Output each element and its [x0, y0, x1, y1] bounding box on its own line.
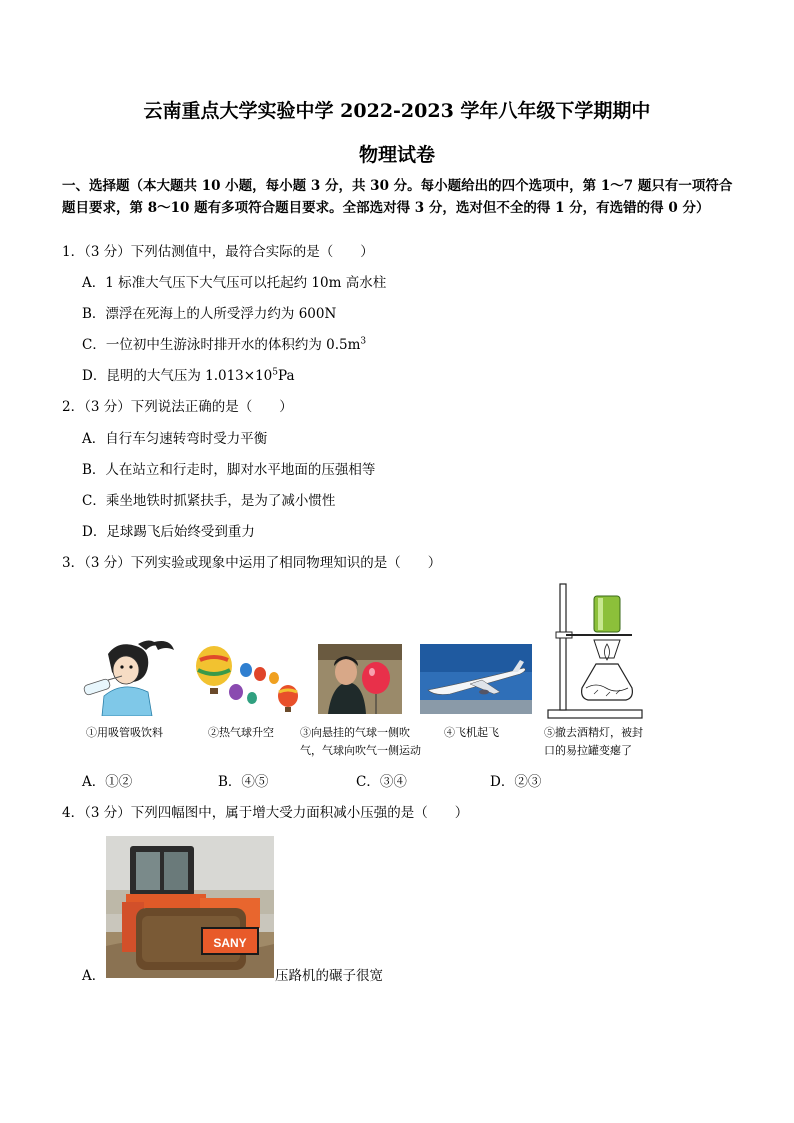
q3-choice-a: A．①② — [82, 774, 133, 790]
q2-option-d: D．足球踢飞后始终受到重力 — [82, 524, 255, 540]
exam-subtitle: 物理试卷 — [358, 144, 435, 166]
q2-stem: 2．（3 分）下列说法正确的是（ ） — [62, 399, 293, 415]
q2-option-b: B．人在站立和行走时，脚对水平地面的压强相等 — [82, 462, 376, 478]
caption-straw: ①用吸管吸饮料 — [86, 726, 163, 739]
q1-option-b: B．漂浮在死海上的人所受浮力约为 600N — [82, 306, 337, 322]
figure-road-roller — [106, 836, 274, 978]
q1-option-a: A．1 标准大气压下大气压可以托起约 10m 高水柱 — [82, 275, 387, 291]
q1-stem: 1．（3 分）下列估测值中，最符合实际的是（ ） — [62, 244, 374, 260]
caption-can-2: 口的易拉罐变瘪了 — [544, 744, 632, 757]
q1-option-d-unit: Pa — [278, 368, 295, 384]
q1-option-d-text: D．昆明的大气压为 1.013×10 — [82, 368, 273, 384]
q2-option-c: C．乘坐地铁时抓紧扶手，是为了减小惯性 — [82, 493, 336, 509]
section-instructions — [62, 175, 742, 219]
roller-brand-text: SANY — [213, 936, 247, 950]
caption-balloons: ②热气球升空 — [208, 726, 274, 739]
q3-choice-d: D．②③ — [490, 774, 542, 790]
section-line-1: 一、选择题（本大题共 10 小题，每小题 3 分，共 30 分。每小题给出的四个选项中，第 1～7 题只有一项符合 — [62, 178, 733, 194]
caption-blowing-2: 气，气球向吹气一侧运动 — [300, 744, 421, 757]
figure-hot-air-balloons — [190, 644, 302, 714]
figure-can-experiment — [546, 582, 646, 720]
q3-stem: 3．（3 分）下列实验或现象中运用了相同物理知识的是（ ） — [62, 555, 442, 571]
q1-option-d-sup: 5 — [272, 367, 278, 378]
q2-option-a: A．自行车匀速转弯时受力平衡 — [82, 431, 268, 447]
q3-choice-b: B．④⑤ — [218, 774, 269, 790]
q4-stem: 4．（3 分）下列四幅图中，属于增大受力面积减小压强的是（ ） — [62, 805, 469, 821]
figure-balloon-blowing — [318, 644, 402, 714]
q1-option-c-text: C．一位初中生游泳时排开水的体积约为 0.5m — [82, 337, 361, 353]
q3-choice-c: C．③④ — [356, 774, 407, 790]
q1-option-c-sup: 3 — [360, 336, 367, 347]
caption-airplane: ④飞机起飞 — [444, 726, 499, 739]
q4-option-a-text: 压路机的碾子很宽 — [275, 968, 383, 984]
q1-option-d — [82, 364, 295, 384]
caption-can-1: ⑤撤去酒精灯，被封 — [544, 726, 643, 739]
exam-title: 云南重点大学实验中学 2022-2023 学年八年级下学期期中 — [143, 100, 651, 122]
section-line-2: 题目要求，第 8～10 题有多项符合题目要求。全部选对得 3 分，选对但不全的得 1 分，有选错的得 0 分） — [62, 200, 710, 216]
figure-airplane-takeoff — [420, 644, 532, 714]
q1-option-c — [82, 333, 366, 353]
figure-straw-drinking — [78, 636, 178, 716]
q4-option-a-prefix: A． — [82, 968, 106, 984]
caption-blowing-1: ③向悬挂的气球一侧吹 — [300, 726, 410, 739]
